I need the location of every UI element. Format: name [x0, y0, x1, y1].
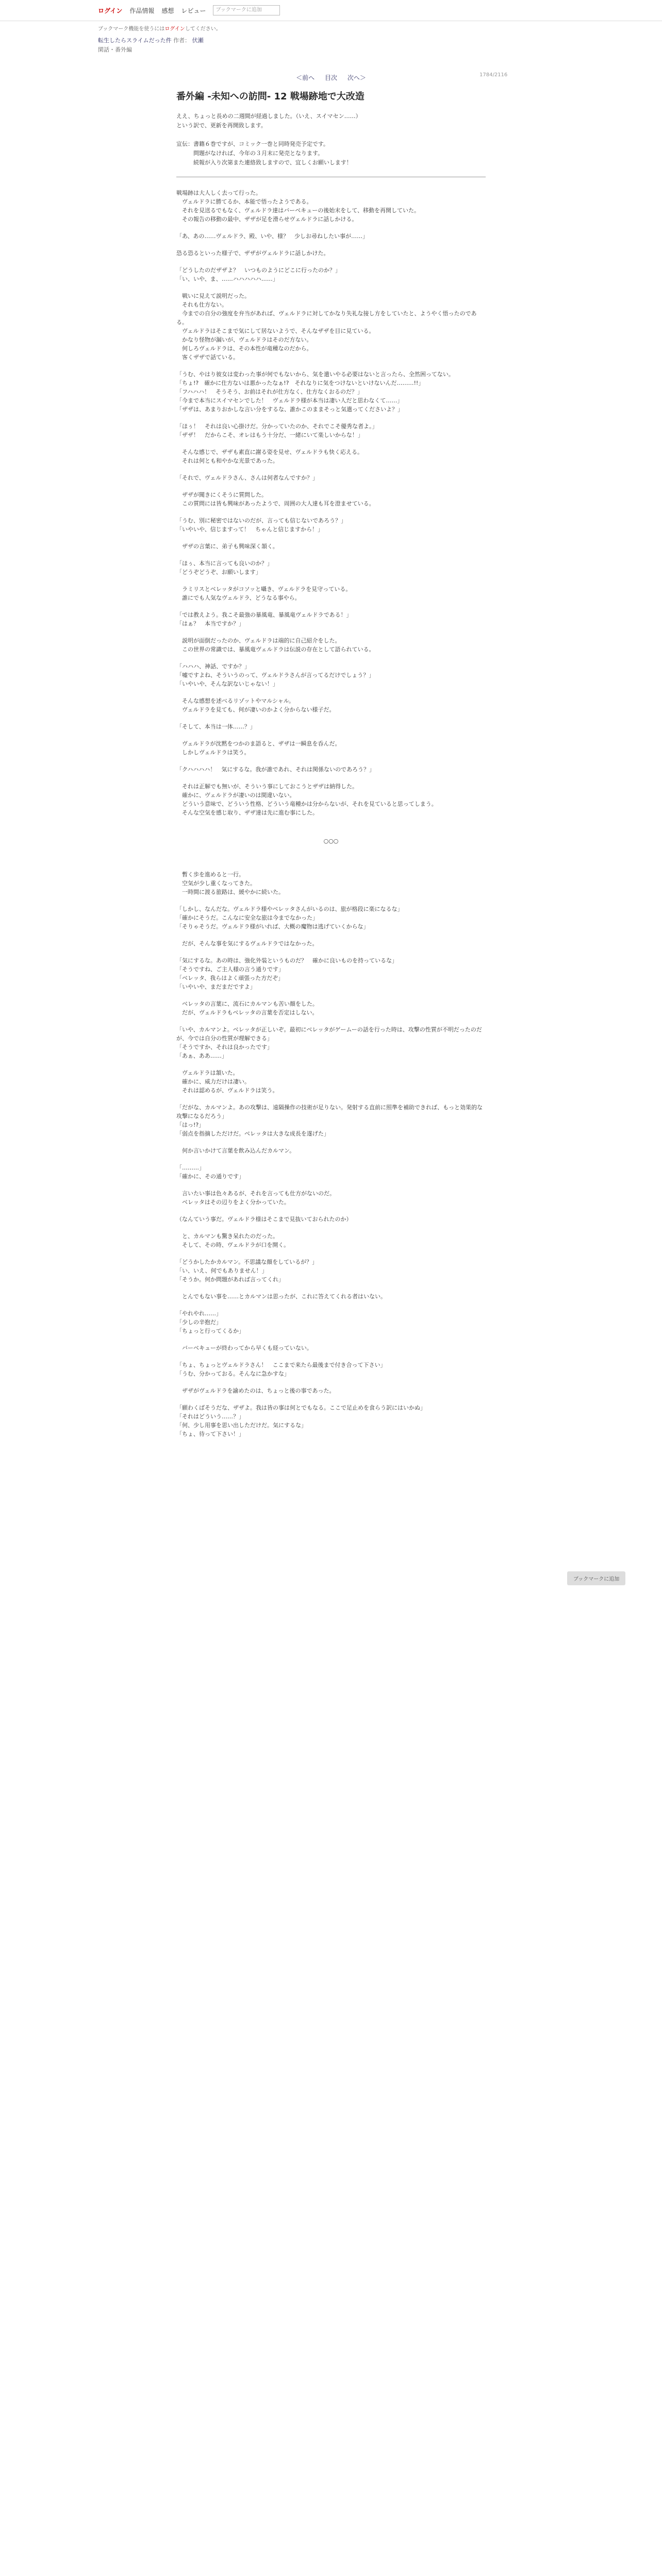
- paragraph: 「クハハハハ！ 気にするな。我が誰であれ、それは関係ないのであろう？」: [176, 766, 375, 773]
- preface-line: という訳で、更新を再開致します。: [176, 122, 267, 129]
- paragraph: 「では教えよう。我こそ最強の暴風竜、暴風竜ヴェルドラである！」 「はぁ？ 本当ですか？」: [176, 612, 352, 627]
- paragraph: 「ハハハ、神話、ですか？」 「嘘ですよね、そういうのって、ヴェルドラさんが言ってるだけでしょう？」 「いやいや、そんな訳ないじゃない！」: [176, 663, 375, 687]
- paragraph: 「願わくばそうだな、ザザよ。我は皆の事は何とでもなる。ここで足止めを食らう訳にはいかぬ」 「それはどういう……？」 「何、少し用事を思い出しただけだ。気にするな」 「ちょ、待って下さい！」: [176, 1404, 426, 1437]
- bookmark-info: [0, 24, 662, 32]
- paragraph: ザザの言葉に、弟子も興味深く頷く。: [176, 543, 278, 550]
- paragraph: 「………」 「確かに、その通りです」: [176, 1164, 244, 1180]
- paragraph: だが、そんな事を気にするヴェルドラではなかった。: [176, 940, 318, 947]
- top-navigation: [0, 0, 662, 21]
- login-link[interactable]: ログイン: [98, 7, 123, 14]
- floating-bookmark-button[interactable]: ブックマークに追加: [567, 1571, 625, 1585]
- page-count: 1784/2116: [479, 72, 508, 78]
- preface-line: [176, 130, 486, 140]
- paragraph: 「どうかしたかカルマン。不思議な顔をしているが？」 「い、いえ、何でもありません！」 「そうか。何か問題があれば言ってくれ」: [176, 1259, 318, 1283]
- nav-item-review[interactable]: レビュー: [181, 7, 206, 14]
- paragraph: 「気にするな。あの時は、強化外装というものだ？ 確かに良いものを持っているな」 「そうですね、ご主人様の言う通りです」 「ベレッタ、我らはよく頑張った方だぞ」 「いやいや、まだまだですよ」: [176, 957, 398, 990]
- paragraph: 「しかし、なんだな。ヴェルドラ様やベレッタさんがいるのは、旅が格段に楽になるな」 「確かにそうだ。こんなに安全な旅は今までなかった」 「そりゃそうだ。ヴェルドラ様がいれば、大概の魔物は逃げていくからな」: [176, 906, 403, 930]
- bookmark-add-box[interactable]: ブックマークに追加: [213, 5, 280, 15]
- paragraph: 何か言いかけて言葉を飲み込んだカルマン。: [176, 1147, 295, 1154]
- paragraph: 説明が面倒だったのか、ヴェルドラは端的に自己紹介をした。 この世界の常識では、暴風竜ヴェルドラは伝説の存在として語られている。: [181, 637, 375, 653]
- chapter-section: 閑話・番外編: [98, 46, 132, 53]
- scene-separator: ○○○: [323, 838, 339, 844]
- paragraph: ベレッタの言葉に、流石にカルマンも苦い顔をした。 だが、ヴェルドラもベレッタの言葉を否定はしない。: [181, 1001, 318, 1016]
- author-label: 作者：: [173, 37, 191, 44]
- paragraph: と、カルマンも驚き呆れたのだった。 そして、その時、ヴェルドラが口を開く。: [181, 1233, 290, 1248]
- paragraph: ザザが聞きにくそうに質問した。 この質問には皆も興味があったようで、周囲の大人達も耳を澄ませている。: [181, 492, 375, 507]
- paragraph: そんな感じで、ザザも素直に謝る姿を見せ、ヴェルドラも快く応える。 それは何とも和やかな光景であった。: [181, 449, 363, 464]
- paragraph: 恐る恐るといった様子で、ザザがヴェルドラに話しかけた。: [176, 250, 329, 257]
- series-title[interactable]: 転生したらスライムだった件: [98, 37, 172, 44]
- chapter-body: [176, 189, 486, 1438]
- paragraph: とんでもない事を……とカルマンは思ったが、これに答えてくれる者はいない。: [176, 1293, 386, 1300]
- paragraph: 「だがな、カルマンよ。あの攻撃は、遠隔操作の技術が足りない。発射する直前に照準を補助できれば、もっと効果的な攻撃になるだろう」 「はっ!?」 「弱点を指摘しただけだ。ベレッタは大きな成長を遂げた」: [176, 1104, 483, 1137]
- prev-link[interactable]: ＜前へ: [296, 74, 315, 81]
- nav-item-impressions[interactable]: 感想: [161, 7, 174, 14]
- toc-link[interactable]: 目次: [324, 74, 337, 81]
- preface-line: 続報が入り次第また連絡致しますので、宜しくお願いします！: [176, 159, 352, 166]
- paragraph: 「どうしたのだザザよ？ いつものようにどこに行ったのか？」 「い、いや、ま、……ハハハハハ……」: [176, 267, 341, 282]
- preface: [176, 112, 486, 167]
- paragraph: それは正解でも無いが、そういう事にしておこうとザザは納得した。 確かに、ヴェルドラが凄いのは間違いない。 どういう意味で、どういう性格、どういう竜種かは分からないが、それを見ていると思ってしまう。 そんな空気を感じ取り、ザザ達は先に進む事にした。: [181, 783, 437, 816]
- paragraph: 「うむ、やはり彼女は変わった事が何でもないから、気を遣いやる必要はないと言ったら、全然困ってない。 「ちょ!? 確かに仕方ないは悪かったなぁ!? それなりに気をつけないといけないんだ………!!」 「フハハハ！ そうそう、お前はそれが仕方なく、仕方なくおるのだ？」 「今まで本当にスイマセンでした！ ヴェルドラ様が本当は凄い人だと思わなくて……」 「ザザは、あまりおかしな言い分をするな、誰かこのままそっと気遣ってくださいよ？」: [176, 371, 454, 413]
- bookmark-info-prefix: ブックマーク機能を使うには: [98, 26, 165, 32]
- paragraph: ラミリスとベレッタがコソッと囁き、ヴェルドラを見守っている。 誰にでも人気なヴェルドラ、どうなる事やら。: [181, 586, 352, 601]
- paragraph: ヴェルドラは頷いた。 確かに、威力だけは凄い。 それは認めるが、ヴェルドラは笑う。: [181, 1070, 278, 1094]
- preface-line: ええ、ちょっと長めの二週間が経過しました。（いえ、スイマセン……）: [176, 113, 361, 120]
- series-header: [0, 36, 662, 54]
- paragraph: 「ほぅ！ それは良い心掛けだ。分かっていたのか、それでこそ優秀な者よ。」 「ザザ！ だからこそ、オレはもう十分だ、一緒にいて楽しいからな！」: [176, 423, 378, 438]
- next-link[interactable]: 次へ＞: [347, 74, 366, 81]
- bookmark-info-suffix: してください。: [185, 26, 221, 32]
- chapter-content: [176, 89, 486, 1438]
- preface-line: 問題がなければ、今年の３月末に発売となります。: [176, 150, 324, 157]
- paragraph: 「そして、本当は一体……？」: [176, 723, 256, 730]
- paragraph: 「ほぅ、本当に言っても良いのか？」 「どうぞどうぞ、お願いします」: [176, 560, 273, 575]
- paragraph: 戦場跡は大人しく去って行った。 ヴェルドラに勝てるか、本能で悟ったようである。 それを見送るでもなく、ヴェルドラ達はバーベキューの後始末をして、移動を再開していた。 その報告の移動の最中、ザザが足を滑らせヴェルドラに話しかける。: [176, 190, 420, 223]
- paragraph: 暫く歩を進めると一行。 空気が少し重くなってきた。 一時間に渡る旅路は、緩やかに続いた。: [181, 871, 284, 895]
- paragraph: 戦いに見えて説明だった。 それも仕方ない。 今までの自分の強度を弁当があれば、ヴェルドラに対してかなり失礼な接し方をしていたと、ようやく悟ったのである。 ヴェルドラはそこまで気にして居ないようで、そんなザザを目に見ている。 かなり怪物が漏いが、ヴェルドラはそのだ方ない。 何しろヴェルドラは、その本性が竜種なのだから。 客くザザで話ている。: [176, 293, 477, 361]
- author-name[interactable]: 伏瀬: [192, 37, 204, 44]
- paragraph: そんな感想を述べるリゾットやマルシャル。 ヴェルドラを見ても、何が凄いのかよく分からない様子だ。: [181, 698, 335, 713]
- paragraph: バーベキューが終わってから早くも経っていない。: [176, 1345, 312, 1351]
- chapter-title: 番外編 -未知への訪問- 12 戦場跡地で大改造: [176, 91, 365, 102]
- paragraph: 「いや、カルマンよ。ベレッタが正しいぞ。最初にベレッタがゲームーの話を行った時は、攻撃の性質が不明だったのだが、今では自分の性質が理解できる」 「そうですか、それは良かったです」 「あぁ、ああ……」: [176, 1026, 482, 1059]
- paragraph: （なんていう事だ。ヴェルドラ様はそこまで見抜いておられたのか）: [176, 1216, 352, 1223]
- preface-line: 宣伝：書籍６巻ですが、コミック一巻と同時発売予定です。: [176, 141, 329, 147]
- paragraph: 「うむ、別に秘密ではないのだが、言っても信じないであろう？」 「いやいや、信じますって！ ちゃんと信じますから！」: [176, 517, 346, 533]
- paragraph: 「ちょ、ちょっとヴェルドラさん！ ここまで来たら最後まで付き合って下さい」 「うむ、分かっておる。そんなに急かすな」: [176, 1362, 386, 1377]
- chapter-navigation: [0, 73, 662, 82]
- paragraph: 「それで、ヴェルドラさん、さんは何者なんですか？」: [176, 474, 318, 481]
- paragraph: 「やれやれ……」 「少しの辛抱だ」 「ちょっと行ってくるか」: [176, 1310, 244, 1334]
- bookmark-login-link[interactable]: ログイン: [164, 26, 185, 32]
- paragraph: 言いたい事は色々あるが、それを言っても仕方がないのだ。 ベレッタはその辺りをよく分かっていた。: [181, 1190, 335, 1206]
- paragraph: ヴェルドラが沈黙をつかのま語ると、ザザは一瞬息を呑んだ。 しかしヴェルドラは笑う。: [181, 740, 341, 756]
- paragraph: 「あ、あの……ヴェルドラ、殿、いや、様？ 少しお尋ねしたい事が……」: [176, 233, 369, 240]
- nav-item-info[interactable]: 作品情報: [129, 7, 155, 14]
- paragraph: ザザがヴェルドラを諭めたのは、ちょっと後の事であった。: [176, 1387, 335, 1394]
